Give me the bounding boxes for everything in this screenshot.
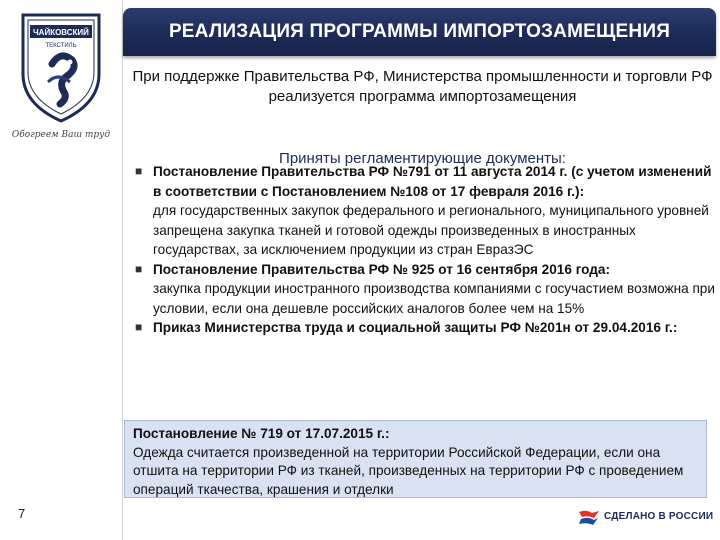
document-title: Постановление Правительства РФ № 925 от 16 сентября 2016 года: xyxy=(153,261,611,277)
callout-box xyxy=(124,420,707,498)
section-title: Приняты регламентирующие документы: xyxy=(279,150,566,167)
document-description: закупка продукции иностранного производства компаниями с госучастием возможна при условии, если она дешевле российских аналогов более чем на 15% xyxy=(153,281,715,316)
svg-text:ТЕКСТИЛЬ: ТЕКСТИЛЬ xyxy=(45,43,77,49)
page-number: 7 xyxy=(18,506,26,521)
list-item xyxy=(130,162,715,260)
company-logo xyxy=(20,12,102,124)
company-motto: Обогреем Ваш труд xyxy=(11,130,111,140)
intro-text: При поддержке Правительства РФ, Министерства промышленности и торговли РФ реализуется программа импортозамещения xyxy=(132,68,713,105)
made-in-russia-badge xyxy=(578,507,718,529)
made-in-russia-label: СДЕЛАНО В РОССИИ xyxy=(604,511,714,522)
title-bar xyxy=(123,8,716,56)
document-title: Приказ Министерства труда и социальной защиты РФ №201н от 29.04.2016 г.: xyxy=(153,320,678,335)
callout-title: Постановление № 719 от 17.07.2015 г.: xyxy=(133,426,390,441)
square-bullet-icon: ■ xyxy=(135,261,143,276)
slide-title: РЕАЛИЗАЦИЯ ПРОГРАММЫ ИМПОРТОЗАМЕЩЕНИЯ xyxy=(168,21,671,42)
sidebar xyxy=(0,0,123,540)
made-in-russia-icon xyxy=(578,509,600,527)
svg-text:ЧАЙКОВСКИЙ: ЧАЙКОВСКИЙ xyxy=(33,28,89,37)
callout-text: Одежда считается произведенной на территории Российской Федерации, если она отшита на территории РФ из тканей, произведенных на территории РФ с проведением операций ткачества, крашения и отделки xyxy=(133,444,684,497)
square-bullet-icon: ■ xyxy=(135,320,143,334)
document-description: для государственных закупок федерального и регионального, муниципального уровней запрещена закупка тканей и готовой одежды произведенных в иностранных государствах, за исключением продукции из стран ЕвразЭС xyxy=(153,203,709,257)
list-item xyxy=(130,260,715,319)
document-title: Постановление Правительства РФ №791 от 11 августа 2014 г. (с учетом изменений в соответствии с Постановлением №108 от 17 февраля 2016 г.): xyxy=(153,164,712,199)
square-bullet-icon: ■ xyxy=(135,164,143,178)
document-list xyxy=(130,162,715,338)
list-item xyxy=(130,318,715,338)
